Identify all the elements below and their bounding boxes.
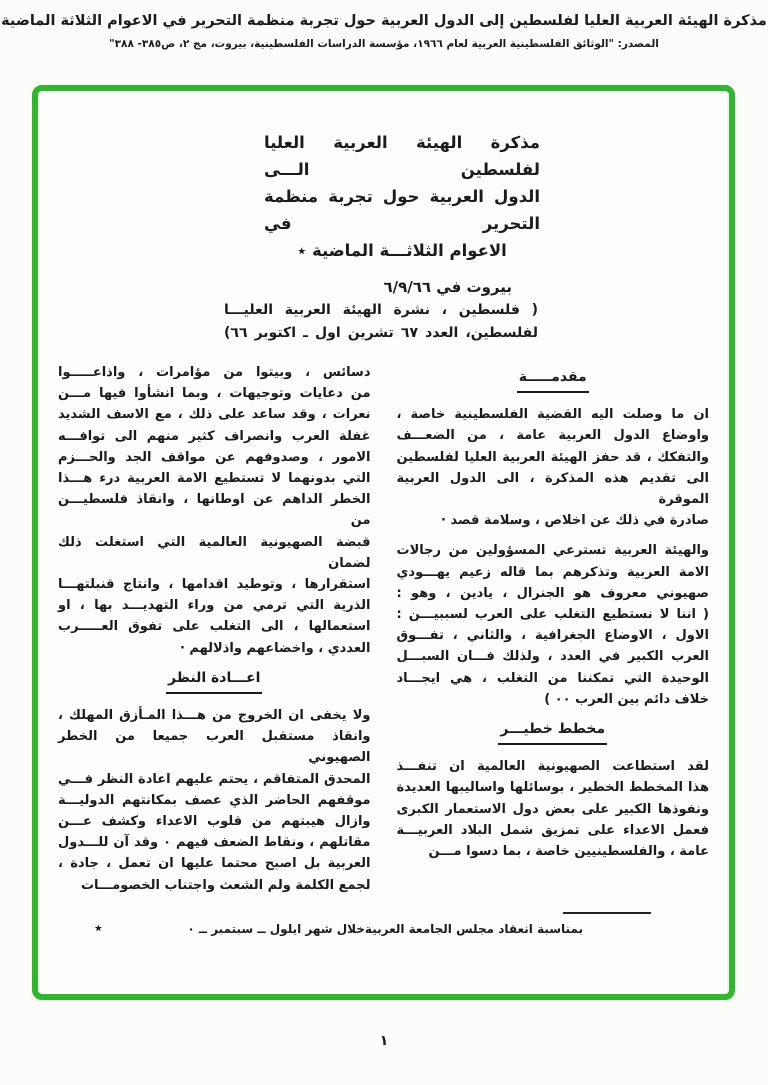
text-line: العربية بل اصبح محتما عليها ان تعمل ، جادة ، bbox=[58, 856, 371, 872]
text-line: الاعوام الثلاثـــة الماضية ٭ bbox=[297, 241, 507, 260]
paragraph bbox=[58, 362, 371, 659]
text-line: خلاف دائم بين العرب ٠٠ ) bbox=[544, 691, 709, 707]
footnote-text: بمناسبة انعقاد مجلس الجامعة العربيةخلال شهر ايلول ــ سبتمبر ــ ٠ bbox=[187, 922, 583, 936]
document-citation bbox=[224, 299, 538, 345]
text-line: الذرية التي ترمي من وراء التهديـــد بها ، او bbox=[58, 598, 371, 614]
text-line: ( فلسطين ، نشرة الهيئة العربية العليـــا bbox=[224, 302, 538, 318]
section-heading bbox=[397, 367, 710, 393]
section-heading-text: مقدمـــــة bbox=[517, 367, 589, 393]
text-line: الدول العربية حول تجربة منظمة التحرير في bbox=[264, 187, 540, 233]
text-line: ونفوذها الكبير على بعض دول الاستعمار الكبرى bbox=[396, 801, 709, 817]
page-number: ١ bbox=[379, 1033, 389, 1049]
text-line: الخطر الداهم عن اوطانها ، وانقاذ فلسطيـــن من bbox=[58, 492, 371, 529]
paragraph bbox=[397, 404, 710, 531]
text-line: الى تقديم هذه المذكرة ، الى الدول العربية الموقرة bbox=[396, 470, 709, 508]
text-line: ولا يخفى ان الخروج من هـــذا المـأزق المهلك ، bbox=[58, 708, 371, 724]
column-right bbox=[397, 362, 710, 871]
text-line: استقرارها ، وتوطيد اقدامها ، وانتاج قنبلتهـــا bbox=[58, 577, 371, 593]
text-line: لفلسطين، العدد ٦٧ تشرين اول ـ اكتوبر ٦٦) bbox=[224, 325, 538, 341]
text-line: ( اننا لا نستطيع التغلب على العرب لسببيـــن : bbox=[396, 607, 709, 623]
text-line: غفلة العرب وانصراف كثير منهم الى توافـــه bbox=[58, 428, 371, 444]
paragraph bbox=[397, 540, 710, 710]
footnote-row bbox=[58, 918, 703, 937]
section-heading bbox=[397, 719, 710, 745]
document-title bbox=[264, 129, 540, 264]
text-line: الامور ، وصدوفهم عن مواقف الجد والحـــزم bbox=[58, 449, 371, 465]
text-columns bbox=[58, 362, 709, 905]
text-line: قبضة الصهيونية العالمية التي استغلت ذلك لضمان bbox=[58, 534, 371, 571]
text-line: مذكرة الهيئة العربية العليا لفلسطين الـــى bbox=[264, 133, 540, 179]
text-line: صهيوني معروف هو الجنرال ، يادين ، وهو : bbox=[396, 585, 709, 601]
text-line: مقاتلهم ، ونقاط الضعف فيهم ٠ وقد آن للـــدول bbox=[58, 835, 371, 851]
text-line: عامة ، والفلسطينيين خاصة ، بما دسوا مـــن bbox=[428, 844, 709, 860]
text-line: والتفكك ، قد حفز الهيئة العربية العليا لفلسطين bbox=[396, 449, 709, 465]
text-line: العددي ، واخضاعهم واذلالهم · bbox=[179, 640, 371, 656]
text-line: استعمالها ، الى التغلب على تفوق العـــــرب bbox=[58, 619, 371, 635]
text-line: دسائس ، وبيتوا من مؤامرات ، واذاعـــــوا bbox=[58, 365, 371, 380]
paragraph bbox=[397, 756, 710, 862]
text-line: وانقاذ مستقبل العرب جميعا من الخطر الصهيوني bbox=[58, 729, 371, 766]
text-line: فعمل الاعداء على تمزيق شمل البلاد العربيـــة bbox=[396, 822, 709, 838]
section-heading-text: مخطط خطيـــر bbox=[498, 719, 607, 745]
text-line: لقد استطاعت الصهيونية العالمية ان تنفـــذ bbox=[396, 759, 709, 775]
text-line: والهيئة العربية تسترعي المسؤولين من رجالات bbox=[396, 543, 709, 559]
asterisk-star-icon: ٭ bbox=[94, 918, 103, 937]
section-heading bbox=[58, 668, 371, 694]
text-line: الوحيدة التي تمكننا من التغلب ، هي ايجـــاد bbox=[396, 670, 709, 686]
text-line: التي بدونهما لا تستطيع الامة العربية درء هـــذا bbox=[58, 471, 371, 487]
text-line: وازال هيبتهم من قلوب الاعداء وكشف عـــن bbox=[58, 814, 371, 830]
text-line: المحدق المتفاقم ، يحتم عليهم اعادة النظر فـــي bbox=[58, 771, 371, 787]
page-header bbox=[0, 13, 768, 50]
text-line: ان ما وصلت اليه القضية الفلسطينية خاصة ، bbox=[396, 407, 709, 423]
document-frame bbox=[32, 85, 735, 1000]
footnote-separator-rule bbox=[563, 912, 651, 914]
text-line: الامة العربية وتذكرهم بما قاله زعيم يهـــودي bbox=[396, 564, 709, 580]
text-line: موقفهم الحاضر الذي عصف بمكانتهم الدوليـــة bbox=[58, 792, 371, 808]
text-line: صادرة في ذلك عن اخلاص ، وسلامة قصد · bbox=[441, 513, 709, 529]
text-line: العرب الكبير في العدد ، ولذلك فـــان السبـــل bbox=[396, 649, 709, 665]
footnote bbox=[58, 912, 703, 936]
source-line: المصدر: "الوثائق الفلسطينية العربية لعام ١٩٦٦، مؤسسة الدراسات الفلسطينية، بيروت، مج ٢، ص٣٨٥- ٣٨٨" bbox=[109, 38, 659, 50]
text-line: واوضاع الدول العربية عامة ، من الضعـــف bbox=[396, 428, 709, 444]
column-left bbox=[58, 362, 371, 905]
text-line: نعرات ، وقد ساعد على ذلك ، مع الاسف الشديد bbox=[58, 407, 371, 423]
text-line: من دعايات وتوجيهات ، وبما انشأوا فيها مـــن bbox=[58, 386, 371, 402]
text-line: لجمع الكلمة ولم الشعث واجتناب الخصومـــات bbox=[80, 877, 371, 893]
section-heading-text: اعـــادة النظر bbox=[166, 668, 262, 694]
text-line: هذا المخطط الخطير ، بوسائلها واساليبها العديدة bbox=[396, 780, 709, 796]
page-title: مذكرة الهيئة العربية العليا لفلسطين إلى الدول العربية حول تجربة منظمة التحرير في الاعوام الثلاثة الماضية bbox=[1, 13, 767, 29]
document-date: بيروت في ٦/٩/٦٦ bbox=[383, 278, 512, 296]
text-line: الاول ، الاوضاع الجغرافية ، والثاني ، تفـــوق bbox=[396, 628, 709, 644]
paragraph bbox=[58, 705, 371, 896]
